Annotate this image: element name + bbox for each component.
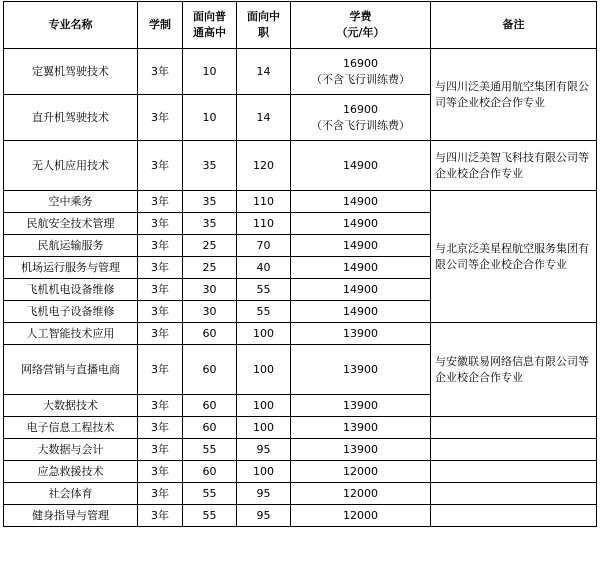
tuition: 14900: [291, 213, 431, 235]
tuition-amount: 16900: [343, 102, 378, 116]
header-remarks: 备注: [431, 2, 597, 49]
major-name: 飞机机电设备维修: [4, 279, 138, 301]
header-tuition-line1: 学费: [349, 10, 372, 23]
table-row: [4, 439, 597, 461]
tuition: 14900: [291, 235, 431, 257]
tuition: 13900: [291, 323, 431, 345]
tuition: 12000: [291, 505, 431, 527]
duration: 3年: [138, 49, 183, 95]
header-general-line2: 通高中: [193, 26, 226, 39]
remark-cell-empty: [431, 483, 597, 505]
tuition-amount: 16900: [343, 56, 378, 70]
quota-vocational: 110: [237, 191, 291, 213]
quota-vocational: 100: [237, 461, 291, 483]
duration: 3年: [138, 191, 183, 213]
table-row: [4, 323, 597, 345]
table-row: [4, 461, 597, 483]
duration: 3年: [138, 461, 183, 483]
duration: 3年: [138, 417, 183, 439]
quota-general: 60: [183, 395, 237, 417]
remark-cell: 与安徽联易网络信息有限公司等企业校企合作专业: [431, 323, 597, 417]
table-row: [4, 483, 597, 505]
quota-general: 60: [183, 345, 237, 395]
quota-general: 55: [183, 439, 237, 461]
duration: 3年: [138, 95, 183, 141]
major-name: 健身指导与管理: [4, 505, 138, 527]
quota-vocational: 14: [237, 95, 291, 141]
major-name: 民航运输服务: [4, 235, 138, 257]
tuition-note: （不含飞行训练费）: [311, 72, 410, 86]
tuition: 14900: [291, 279, 431, 301]
tuition: 14900: [291, 191, 431, 213]
major-name: 大数据技术: [4, 395, 138, 417]
quota-general: 25: [183, 257, 237, 279]
header-general-line1: 面向普: [193, 10, 226, 23]
quota-vocational: 120: [237, 141, 291, 191]
duration: 3年: [138, 213, 183, 235]
quota-vocational: 100: [237, 395, 291, 417]
major-name: 人工智能技术应用: [4, 323, 138, 345]
duration: 3年: [138, 439, 183, 461]
tuition: 12000: [291, 483, 431, 505]
header-major-name: 专业名称: [4, 2, 138, 49]
remark-cell: 与北京泛美星程航空服务集团有限公司等企业校企合作专业: [431, 191, 597, 323]
major-name: 定翼机驾驶技术: [4, 49, 138, 95]
quota-general: 10: [183, 49, 237, 95]
table-row: [4, 141, 597, 191]
quota-general: 30: [183, 301, 237, 323]
tuition: [291, 49, 431, 95]
table-row: [4, 191, 597, 213]
tuition: 14900: [291, 301, 431, 323]
remark-cell-empty: [431, 439, 597, 461]
duration: 3年: [138, 141, 183, 191]
tuition: 13900: [291, 417, 431, 439]
duration: 3年: [138, 345, 183, 395]
tuition: 14900: [291, 257, 431, 279]
header-general-high-school: [183, 2, 237, 49]
quota-general: 55: [183, 483, 237, 505]
quota-general: 55: [183, 505, 237, 527]
quota-general: 10: [183, 95, 237, 141]
remark-cell-empty: [431, 461, 597, 483]
table-header-row: [4, 2, 597, 49]
major-name: 飞机电子设备维修: [4, 301, 138, 323]
tuition: 13900: [291, 345, 431, 395]
quota-vocational: 110: [237, 213, 291, 235]
table-row: [4, 49, 597, 95]
quota-vocational: 70: [237, 235, 291, 257]
quota-general: 60: [183, 461, 237, 483]
quota-general: 60: [183, 323, 237, 345]
header-vocational-line2: 职: [258, 26, 269, 39]
table-row: [4, 417, 597, 439]
quota-vocational: 100: [237, 345, 291, 395]
quota-general: 25: [183, 235, 237, 257]
quota-general: 60: [183, 417, 237, 439]
duration: 3年: [138, 235, 183, 257]
quota-general: 30: [183, 279, 237, 301]
major-name: 网络营销与直播电商: [4, 345, 138, 395]
major-name: 电子信息工程技术: [4, 417, 138, 439]
duration: 3年: [138, 257, 183, 279]
major-name: 机场运行服务与管理: [4, 257, 138, 279]
quota-vocational: 55: [237, 301, 291, 323]
tuition: [291, 95, 431, 141]
quota-vocational: 100: [237, 323, 291, 345]
duration: 3年: [138, 279, 183, 301]
header-vocational: [237, 2, 291, 49]
duration: 3年: [138, 483, 183, 505]
header-vocational-line1: 面向中: [247, 10, 280, 23]
tuition: 14900: [291, 141, 431, 191]
tuition-note: （不含飞行训练费）: [311, 118, 410, 132]
duration: 3年: [138, 301, 183, 323]
major-name: 无人机应用技术: [4, 141, 138, 191]
tuition: 13900: [291, 439, 431, 461]
quota-general: 35: [183, 141, 237, 191]
quota-vocational: 95: [237, 483, 291, 505]
enrollment-table: [3, 1, 597, 527]
remark-cell: 与四川泛美智飞科技有限公司等企业校企合作专业: [431, 141, 597, 191]
remark-cell: 与四川泛美通用航空集团有限公司等企业校企合作专业: [431, 49, 597, 141]
quota-vocational: 100: [237, 417, 291, 439]
header-tuition: [291, 2, 431, 49]
major-name: 空中乘务: [4, 191, 138, 213]
remark-cell-empty: [431, 505, 597, 527]
header-duration: 学制: [138, 2, 183, 49]
header-tuition-line2: （元/年）: [336, 26, 385, 39]
tuition: 12000: [291, 461, 431, 483]
major-name: 民航安全技术管理: [4, 213, 138, 235]
quota-vocational: 95: [237, 439, 291, 461]
quota-general: 35: [183, 213, 237, 235]
quota-general: 35: [183, 191, 237, 213]
quota-vocational: 55: [237, 279, 291, 301]
enrollment-table-container: [3, 1, 597, 527]
major-name: 社会体育: [4, 483, 138, 505]
quota-vocational: 14: [237, 49, 291, 95]
duration: 3年: [138, 395, 183, 417]
tuition: 13900: [291, 395, 431, 417]
quota-vocational: 95: [237, 505, 291, 527]
major-name: 大数据与会计: [4, 439, 138, 461]
quota-vocational: 40: [237, 257, 291, 279]
remark-cell-empty: [431, 417, 597, 439]
duration: 3年: [138, 323, 183, 345]
duration: 3年: [138, 505, 183, 527]
table-row: [4, 505, 597, 527]
major-name: 应急救援技术: [4, 461, 138, 483]
major-name: 直升机驾驶技术: [4, 95, 138, 141]
